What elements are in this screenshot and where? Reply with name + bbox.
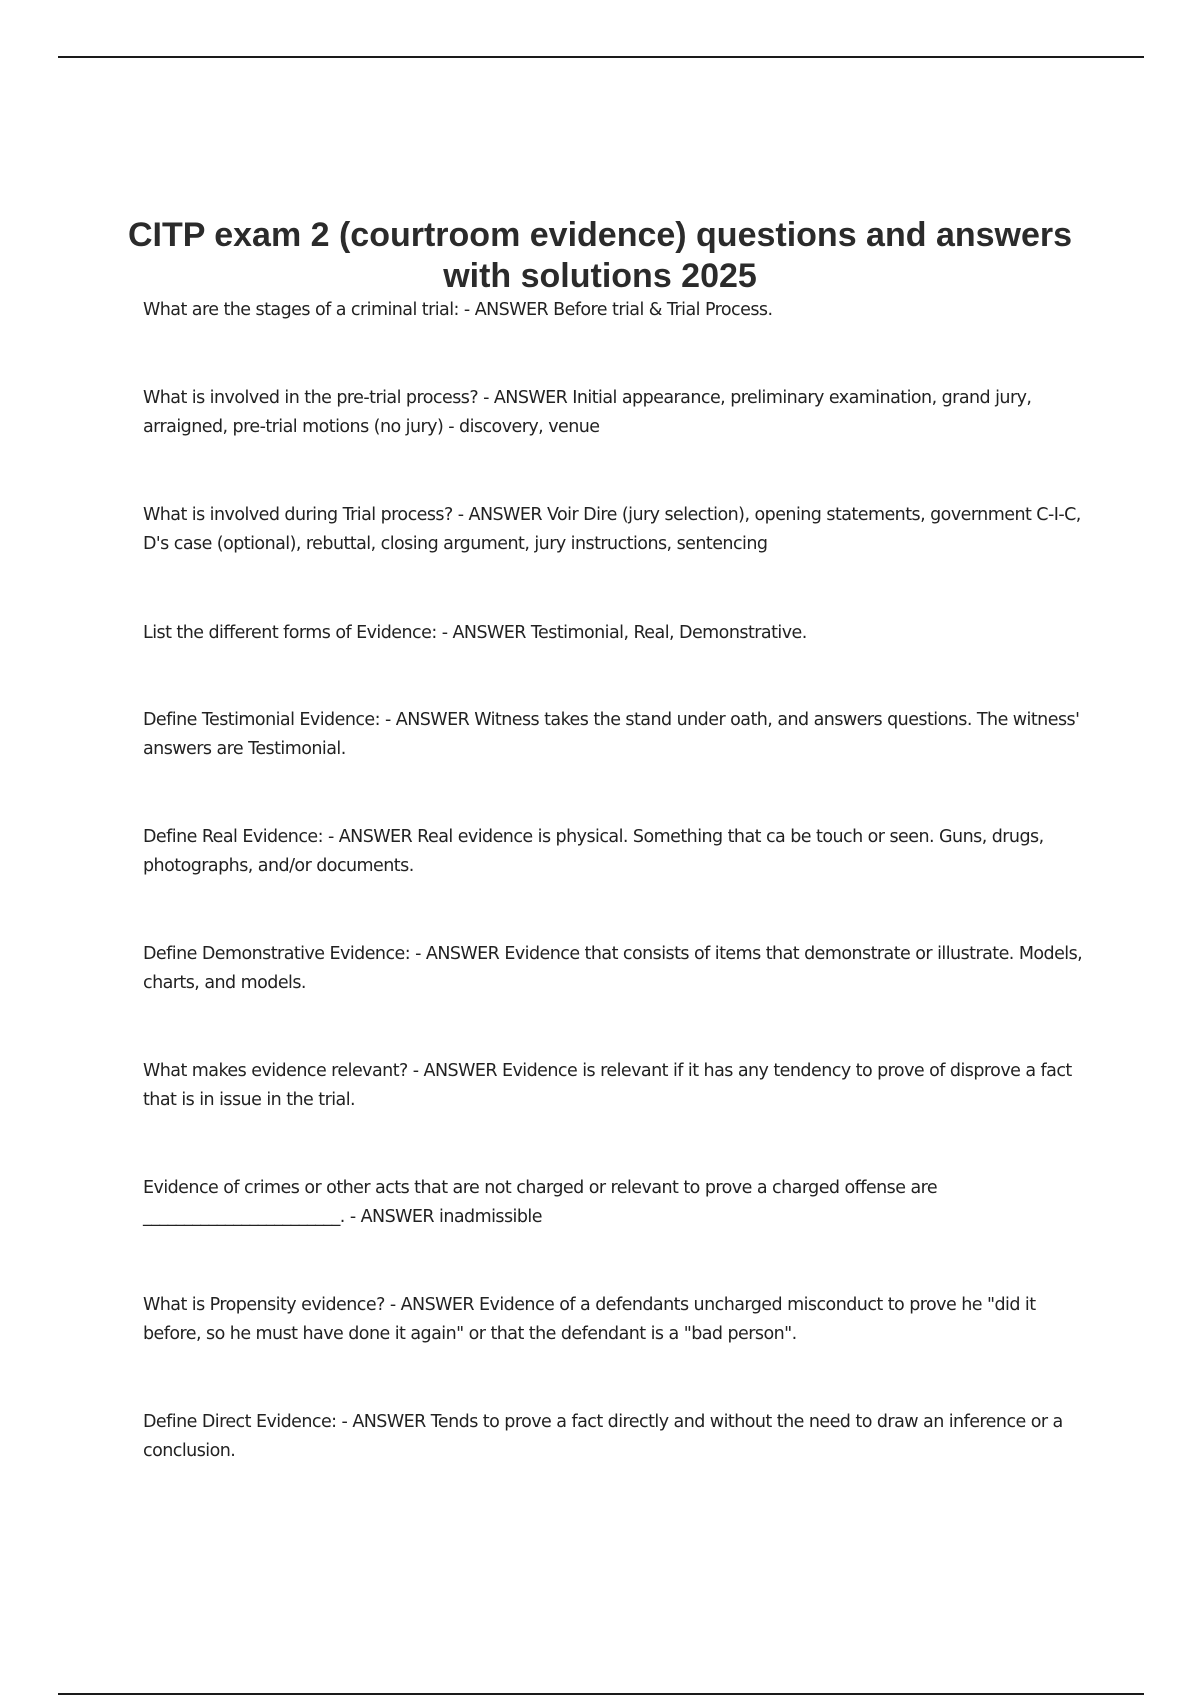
qa-answer: Real evidence is physical. Something that ca be touch or seen. Guns, drugs, photographs, and/or documents. [143, 827, 1044, 876]
qa-question: Define Direct Evidence: [143, 1412, 337, 1432]
top-divider [58, 56, 1144, 58]
qa-answer: Before trial & Trial Process. [553, 300, 773, 320]
qa-item [143, 1408, 1083, 1466]
qa-question: What are the stages of a criminal trial: [143, 300, 459, 320]
qa-answer: Evidence is relevant if it has any tendency to prove of disprove a fact that is in issue in the trial. [143, 1061, 1072, 1110]
qa-item [143, 940, 1083, 998]
qa-item [143, 823, 1083, 881]
qa-answer-separator: - ANSWER [322, 827, 418, 847]
qa-answer-separator: - ANSWER [336, 1412, 431, 1432]
qa-answer-separator: - ANSWER [384, 1295, 480, 1315]
qa-answer-separator: - ANSWER [458, 300, 554, 320]
qa-item [143, 384, 1083, 442]
qa-answer: Evidence that consists of items that demonstrate or illustrate. Models, charts, and models. [143, 944, 1083, 993]
qa-item [143, 1057, 1083, 1115]
qa-answer-separator: - ANSWER [407, 1061, 502, 1081]
document-title: CITP exam 2 (courtroom evidence) questions and answers with solutions 2025 [127, 216, 1073, 295]
qa-question: List the different forms of Evidence: [143, 623, 437, 643]
qa-item [143, 296, 1083, 325]
qa-item [143, 1291, 1083, 1349]
qa-answer: Initial appearance, preliminary examination, grand jury, arraigned, pre-trial motions (no jury) - discovery, venue [143, 388, 1032, 437]
qa-item [143, 1174, 1083, 1232]
qa-answer-separator: - ANSWER [478, 388, 573, 408]
qa-answer-separator: - ANSWER [380, 710, 475, 730]
qa-answer: Witness takes the stand under oath, and answers questions. The witness' answers are Testimonial. [143, 710, 1080, 759]
qa-answer: Evidence of a defendants uncharged misconduct to prove he "did it before, so he must have done it again" or that the defendant is a "bad person". [143, 1295, 1036, 1344]
qa-item [143, 706, 1083, 764]
qa-answer-separator: - ANSWER [410, 944, 505, 964]
qa-question: Define Real Evidence: [143, 827, 323, 847]
qa-question: What makes evidence relevant? [143, 1061, 408, 1081]
qa-question: What is involved in the pre-trial process? [143, 388, 479, 408]
qa-question: What is involved during Trial process? [143, 505, 453, 525]
qa-answer: Tends to prove a fact directly and without the need to draw an inference or a conclusion. [143, 1412, 1063, 1461]
qa-question: Define Testimonial Evidence: [143, 710, 380, 730]
qa-item [143, 501, 1083, 559]
qa-answer-separator: - ANSWER [452, 505, 547, 525]
qa-question: Evidence of crimes or other acts that are not charged or relevant to prove a charged offense are ________________________. [143, 1178, 938, 1227]
qa-answer: inadmissible [439, 1207, 542, 1227]
qa-answer: Testimonial, Real, Demonstrative. [530, 623, 807, 643]
bottom-divider [58, 1693, 1144, 1695]
qa-item [143, 619, 1083, 648]
qa-answer-separator: - ANSWER [436, 623, 531, 643]
qa-answer-separator: - ANSWER [344, 1207, 440, 1227]
qa-answer: Voir Dire (jury selection), opening statements, government C-I-C, D's case (optional), rebuttal, closing argument, jury instructions, sentencing [143, 505, 1081, 554]
qa-question: Define Demonstrative Evidence: [143, 944, 411, 964]
qa-question: What is Propensity evidence? [143, 1295, 385, 1315]
